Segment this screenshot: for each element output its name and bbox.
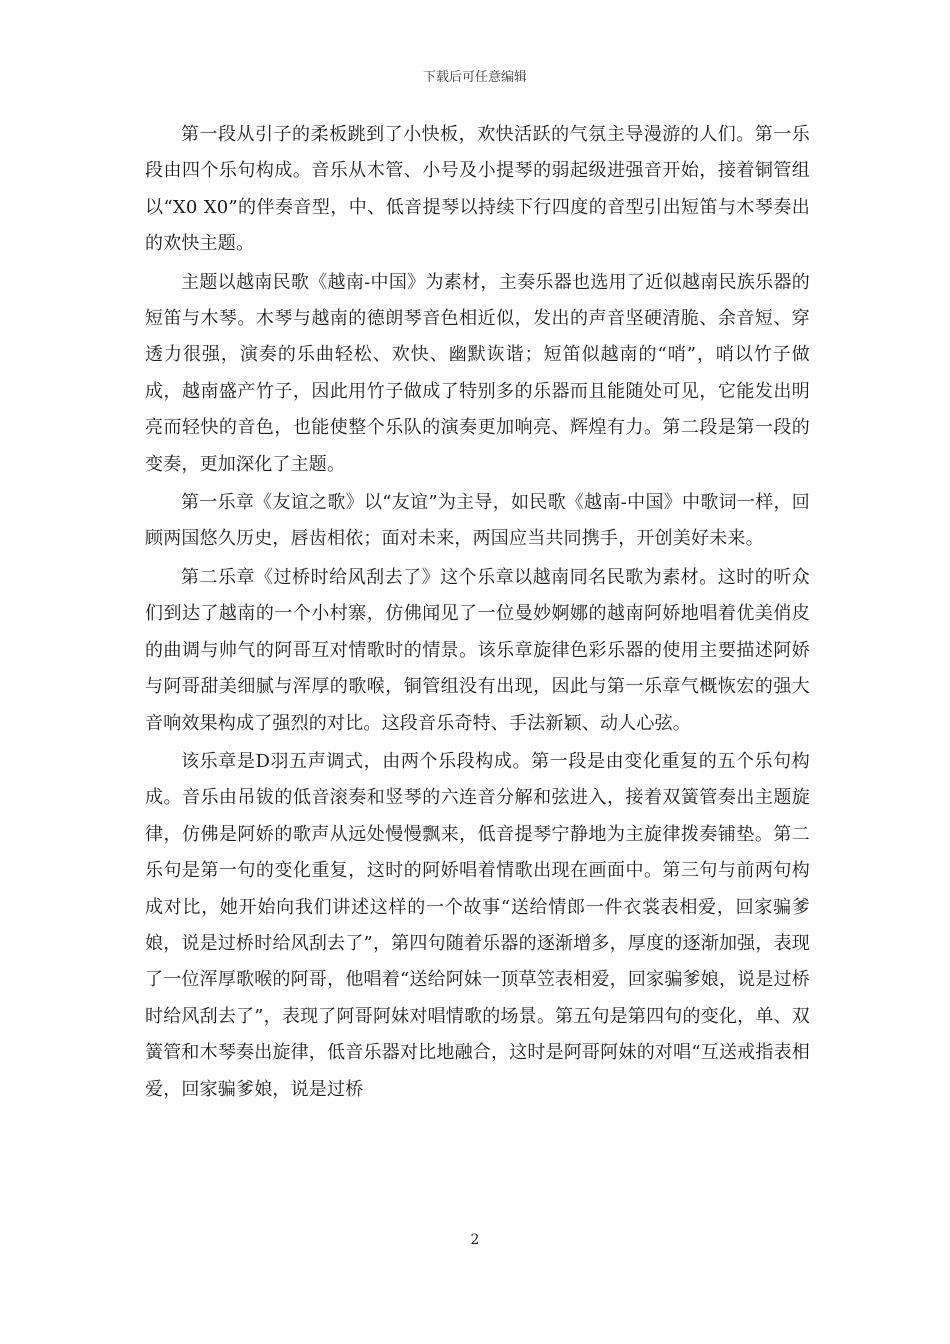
page-header: 下载后可任意编辑 (422, 70, 527, 85)
paragraph-1: 第一段从引子的柔板跳到了小快板，欢快活跃的气氛主导漫游的人们。第一乐段由四个乐句构成。音乐从木管、小号及小提琴的弱起级进强音开始，接着铜管组以“X0 X0”的伴奏音型，中、低音提琴以持续下行四度的音型引出短笛与木琴奏出的欢快主题。 (145, 124, 810, 255)
paragraph-4: 第二乐章《过桥时给风刮去了》这个乐章以越南同名民歌为素材。这时的听众们到达了越南的一个小村寨，仿佛闻见了一位曼妙婀娜的越南阿娇地唱着优美俏皮的曲调与帅气的阿哥互对情歌时的情景。该乐章旋律色彩乐器的使用主要描述阿娇与阿哥甜美细腻与浑厚的歌喉，铜管组没有出现，因此与第一乐章气概恢宏的强大音响效果构成了强烈的对比。这段音乐奇特、手法新颖、动人心弦。 (145, 566, 810, 734)
document-body (145, 117, 810, 1110)
paragraph-5: 该乐章是D羽五声调式，由两个乐段构成。第一段是由变化重复的五个乐句构成。音乐由吊钹的低音滚奏和竖琴的六连音分解和弦进入，接着双簧管奏出主题旋律，仿佛是阿娇的歌声从远处慢慢飘来，低音提琴宁静地为主旋律拨奏铺垫。第二乐句是第一句的变化重复，这时的阿娇唱着情歌出现在画面中。第三句与前两句构成对比，她开始向我们讲述这样的一个故事“送给情郎一件衣裳表相爱，回家骗爹娘，说是过桥时给风刮去了”，第四句随着乐器的逐渐增多，厚度的逐渐加强，表现了一位浑厚歌喉的阿哥，他唱着“送给阿妹一顶草笠表相爱，回家骗爹娘，说是过桥时给风刮去了”，表现了阿哥阿妹对唱情歌的场景。第五句是第四句的变化，单、双簧管和木琴奏出旋律，低音乐器对比地融合，这时是阿哥阿妹的对唱“互送戒指表相爱，回家骗爹娘，说是过桥 (145, 750, 810, 1100)
paragraph-3: 第一乐章《友谊之歌》以“友谊”为主导，如民歌《越南-中国》中歌词一样，回顾两国悠久历史，唇齿相依；面对未来，两国应当共同携手，开创美好未来。 (145, 492, 810, 550)
page-number: 2 (470, 1232, 480, 1248)
paragraph-2: 主题以越南民歌《越南-中国》为素材，主奏乐器也选用了近似越南民族乐器的短笛与木琴。木琴与越南的德朗琴音色相近似，发出的声音坚硬清脆、余音短、穿透力很强，演奏的乐曲轻松、欢快、幽默诙谐；短笛似越南的“哨”，哨以竹子做成，越南盛产竹子，因此用竹子做成了特别多的乐器而且能随处可见，它能发出明亮而轻快的音色，也能使整个乐队的演奏更加响亮、辉煌有力。第二段是第一段的变奏，更加深化了主题。 (145, 271, 810, 475)
